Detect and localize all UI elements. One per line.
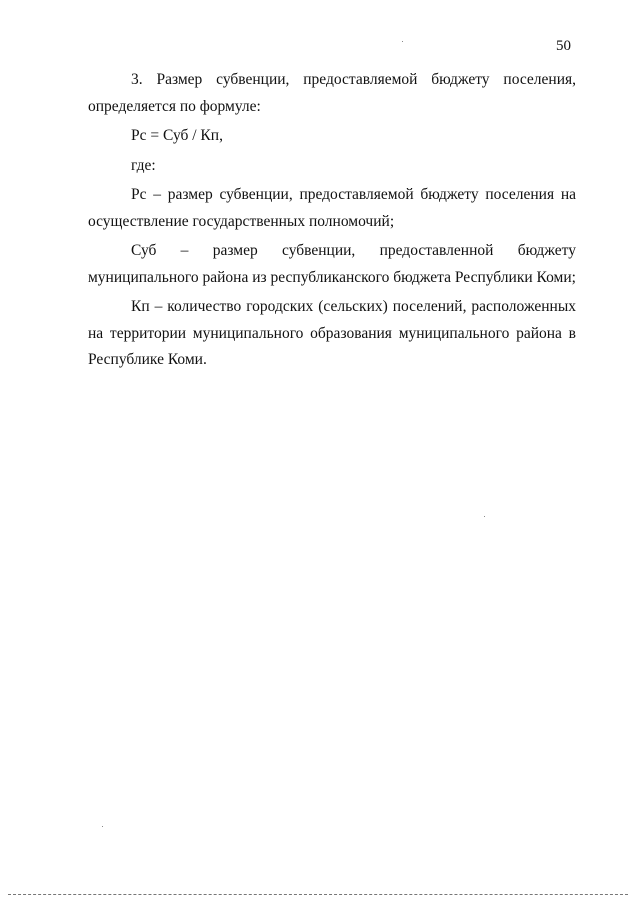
formula: Рс = Суб / Кп, (131, 127, 223, 144)
definition-kp-line2: на территории муниципального образования муниципального района в (88, 324, 576, 342)
scan-speck (402, 41, 403, 42)
definition-sub-line1: Суб – размер субвенции, предоставленной бюджету (131, 242, 576, 259)
scan-speck (102, 826, 103, 827)
where-label: где: (131, 156, 156, 174)
definition-kp-line1: Кп – количество городских (сельских) поселений, расположенных (131, 298, 576, 315)
scan-bottom-edge-line (8, 894, 628, 895)
paragraph-subvention-size-line1: 3. Размер субвенции, предоставляемой бюджету поселения, (131, 71, 576, 88)
document-body (88, 67, 576, 374)
page-number: 50 (556, 38, 571, 54)
definition-kp-line3: Республике Коми. (88, 351, 207, 368)
paragraph-subvention-size-line2: определяется по формуле: (88, 97, 261, 115)
definition-sub-line2: муниципального района из республиканского бюджета Республики Коми; (88, 268, 576, 286)
scan-speck (484, 516, 485, 517)
definition-rc-line1: Рс – размер субвенции, предоставляемой бюджету поселения на (131, 186, 576, 203)
definition-rc-line2: осуществление государственных полномочий; (88, 212, 395, 230)
